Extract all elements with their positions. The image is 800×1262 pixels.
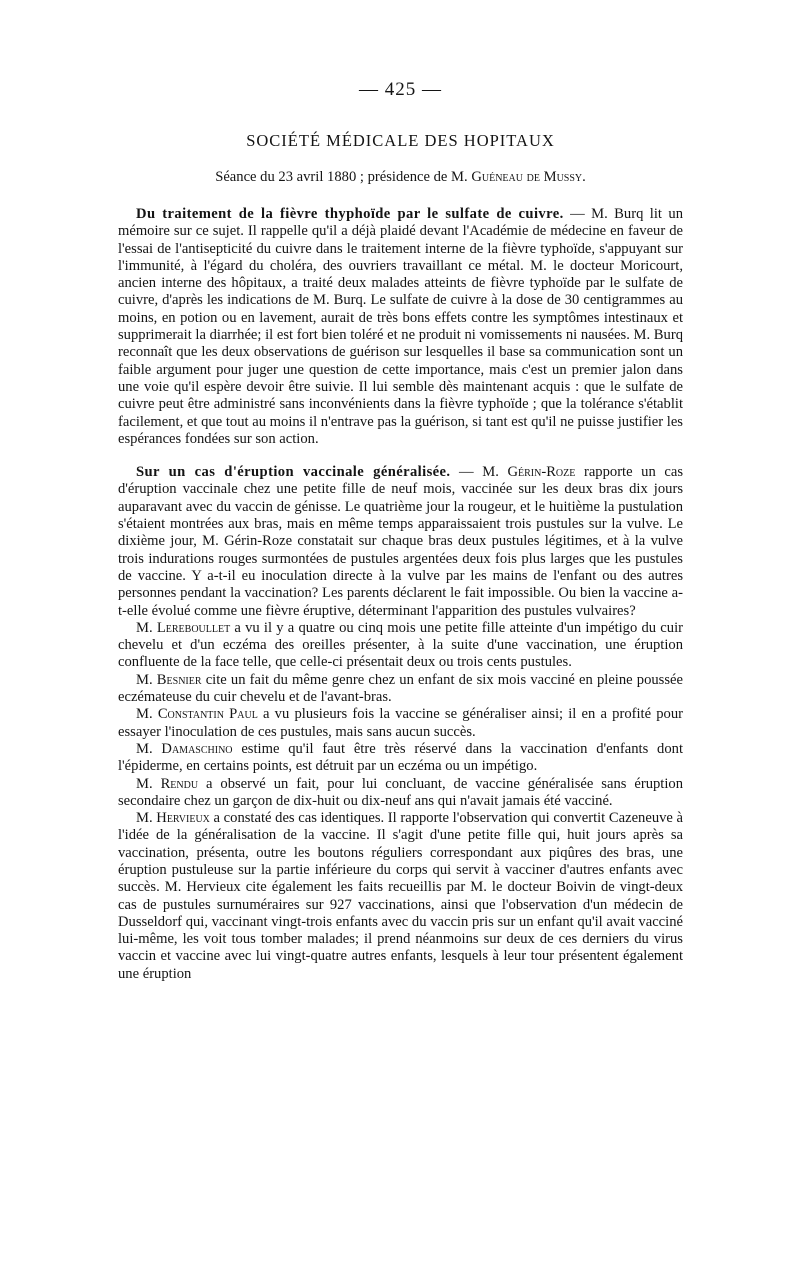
article-body-prefix: — M. <box>450 464 508 481</box>
session-line <box>118 168 683 186</box>
speaker-name: Gérin-Roze <box>507 464 576 481</box>
discussion-hervieux <box>118 810 683 983</box>
speaker-name: Rendu <box>160 775 199 792</box>
discussion-rendu <box>118 776 683 811</box>
page-number: — 425 — <box>359 79 442 100</box>
discussion-text: a vu il y a quatre ou cinq mois une petite fille atteinte d'un impétigo du cuir chevelu et d'un eczéma des oreilles présenter, à la suite d'une vaccination, une éruption confluente de la face telle, que celle-ci présentait deux ou trois cents pustules. <box>118 619 683 671</box>
article-body: rapporte un cas d'éruption vaccinale chez une petite fille de neuf mois, vaccinée sur les deux bras dix jours auparavant avec du vaccin de génisse. Le quatrième jour la rougeur, et le huitième la pustulation s'étaient montrées aux bras, mais en même temps apparaissaient trois pustules sur la vulve. Le dixième jour, M. Gérin-Roze constatait sur chaque bras deux pustules légitimes, et à la vulve trois indurations rouges surmontées de pustules argentées deux fois plus larges que les pustules de vaccine. Y a-t-il eu inoculation directe à la vulve par les mains de l'enfant ou des autres personnes pendant la vaccination? Les parents déclarent le fait impossible. Ou bien la vaccine a-t-elle évolué comme une fièvre éruptive, déterminant l'apparition des pustules vulvaires? <box>118 464 683 619</box>
speaker-prefix: M. <box>136 619 157 636</box>
article-title: Du traitement de la fièvre thyphoïde par le sulfate de cuivre. <box>136 206 564 222</box>
speaker-name: Constantin Paul <box>157 706 258 723</box>
speaker-prefix: M. <box>136 740 162 757</box>
session-president: Guéneau de Mussy. <box>471 169 586 185</box>
article-burq <box>118 206 683 448</box>
discussion-lereboullet <box>118 620 683 672</box>
article-gerin-roze <box>118 464 683 620</box>
society-heading: SOCIÉTÉ MÉDICALE DES HOPITAUX <box>246 131 555 150</box>
speaker-name: Besnier <box>156 671 202 688</box>
speaker-name: Damaschino <box>161 740 233 757</box>
speaker-prefix: M. <box>136 671 157 688</box>
article-title: Sur un cas d'éruption vaccinale généralisée. <box>136 464 451 481</box>
discussion-constantin-paul <box>118 706 683 741</box>
discussion-damaschino <box>118 741 683 776</box>
discussion-besnier <box>118 672 683 707</box>
discussion-text: a observé un fait, pour lui concluant, de vaccine généralisée sans éruption secondaire chez un garçon de dix-huit ou dix-neuf ans qui n'avait jamais été vacciné. <box>118 775 683 809</box>
discussion-text: cite un fait du même genre chez un enfant de six mois vacciné en pleine poussée eczémateuse du cuir chevelu et de l'avant-bras. <box>118 671 683 706</box>
speaker-name: Hervieux <box>156 810 210 827</box>
speaker-prefix: M. <box>136 775 161 792</box>
speaker-name: Lereboullet <box>156 619 231 636</box>
discussion-text: a constaté des cas identiques. Il rapporte l'observation qui convertit Cazeneuve à l'idée de la généralisation de la vaccine. Il s'agit d'une petite fille qui, huit jours après sa vaccination, présenta, outre les boutons réguliers correspondant aux piqûres des bras, une éruption pustuleuse sur la partie inférieure du corps qui servit à vacciner d'autres enfants avec succès. M. Hervieux cite également les faits recueillis par M. le docteur Boivin de vingt-deux cas de pustules surnuméraires sur 927 vaccinations, ainsi que l'observation d'un médecin de Dusseldorf qui, vaccinant vingt-trois enfants avec du vaccin pris sur un enfant qu'il avait vacciné lui-même, les voit tous tomber malades; il prend néanmoins sur deux de ces derniers du virus vaccin et vaccine avec lui vingt-quatre autres enfants, lesquels à leur tour présentent également une éruption <box>118 810 684 982</box>
speaker-prefix: M. <box>136 706 158 723</box>
discussion-text: estime qu'il faut être très réservé dans la vaccination d'enfants dont l'épiderme, en certains points, est détruit par un eczéma ou un impétigo. <box>118 740 683 775</box>
discussion-text: a vu plusieurs fois la vaccine se généraliser ainsi; il en a profité pour essayer l'inoculation de ces pustules, mais sans aucun succès. <box>118 706 683 740</box>
document-page <box>118 78 683 983</box>
speaker-prefix: M. <box>136 810 157 827</box>
session-text: Séance du 23 avril 1880 ; présidence de M. <box>215 169 472 185</box>
article-body: — M. Burq lit un mémoire sur ce sujet. Il rappelle qu'il a déjà plaidé devant l'Académie de médecine en faveur de l'essai de l'antisepticité du cuivre dans le traitement interne de la fièvre typhoïde, s'appuyant sur l'immunité, à l'égard du choléra, des ouvriers travaillant ce métal. M. le docteur Moricourt, ancien interne des hôpitaux, a traité deux malades atteints de fièvre typhoïde par le sulfate de cuivre, d'après les indications de M. Burq. Le sulfate de cuivre à la dose de 30 centigrammes au moins, en potion ou en lavement, aurait de très bons effets contre les symptômes intestinaux et supprimerait la diarrhée; il est fort bien toléré et ne produit ni vomissements ni nausées. M. Burq reconnaît que les deux observations de guérison sur lesquelles il base sa communication sont un faible argument pour juger une question de cette importance, mais c'est un premier jalon dans une voie qu'il espère devoir être suivie. Il lui semble dès maintenant acquis : que le sulfate de cuivre peut être administré sans inconvénients dans la fièvre typhoïde ; que la tolérance s'établit facilement, et que tout au moins il n'entrave pas la guérison, si tant est qu'il ne puisse justifier les espérances fondées sur son action. <box>118 206 683 447</box>
